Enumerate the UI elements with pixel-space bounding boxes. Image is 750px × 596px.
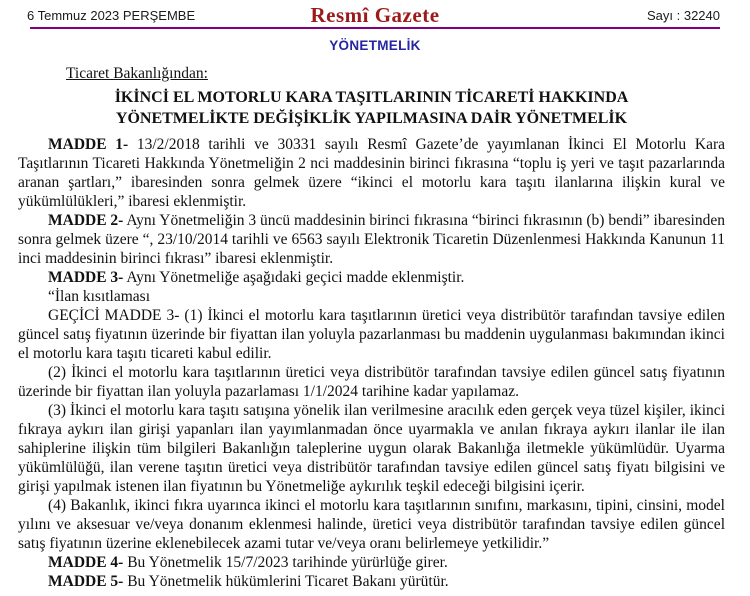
articles [18,135,725,591]
paragraph-madde-4 [18,553,725,572]
article-text: Aynı Yönetmeliğin 3 üncü maddesinin birinci fıkrasına “birinci fıkrasının (b) bendi” ibaresinden sonra gelmek üzere “, 23/10/2014 tarihli ve 6563 sayılı Elektronik Ticaretin Düzenlenmesi Hakkında Kanunun 11 inci maddesinin birinci fıkrası” ibaresi eklenmiştir. [18,212,725,267]
section-heading: YÖNETMELİK [329,38,421,53]
paragraph-ilan-kisitlamasi [18,287,725,306]
regulation-title-line-1: İKİNCİ EL MOTORLU KARA TAŞITLARININ TİCARETİ HAKKINDA [114,89,629,106]
article-text: 13/2/2018 tarihli ve 30331 sayılı Resmî Gazete’de yayımlanan İkinci El Motorlu Kara Taşıtlarının Ticareti Hakkında Yönetmeliğin 2 nci maddesinin birinci fıkrasına “toplu iş yeri ve taşıt pazarlarında aranan şartları,” ibaresinden sonra gelmek üzere “ikinci el motorlu kara taşıtı ilanlarına ilişkin kural ve yükümlülükleri,” ibaresi eklenmiştir. [18,136,726,210]
paragraph-gecici-madde-3-1 [18,306,725,363]
masthead-divider [30,27,720,29]
paragraph-madde-1 [18,135,725,211]
article-lead: MADDE 2- [48,212,124,229]
article-text: Bu Yönetmelik hükümlerini Ticaret Bakanı yürütür. [123,573,449,590]
article-text: (2) İkinci el motorlu kara taşıtlarının üretici veya distribütör tarafından tavsiye edilen güncel satış fiyatının üzerinde bir fiyattan ilan yoluyla pazarlaması 1/1/2024 tarihine kadar yapılamaz. [18,364,725,400]
paragraph-gecici-madde-3-2 [18,363,725,401]
article-text: GEÇİCİ MADDE 3- (1) İkinci el motorlu kara taşıtlarının üretici veya distribütör tarafından tavsiye edilen güncel satış fiyatının üzerinde bir fiyattan ilan yoluyla pazarlanması bu maddenin uygulanması bakımından ikinci el motorlu kara taşıtı ticareti kabul edilir. [18,307,725,362]
paragraph-gecici-madde-3-3 [18,401,725,496]
article-text: Bu Yönetmelik 15/7/2023 tarihinde yürürlüğe girer. [123,554,448,571]
article-lead: MADDE 5- [48,573,124,590]
article-text: Aynı Yönetmeliğe aşağıdaki geçici madde eklenmiştir. [123,269,465,286]
gazette-title: Resmî Gazete [310,3,440,27]
article-lead: MADDE 3- [48,269,124,286]
regulation-title-line-2: YÖNETMELİKTE DEĞİŞİKLİK YAPILMASINA DAİR YÖNETMELİK [115,110,628,127]
publication-date: 6 Temmuz 2023 PERŞEMBE [27,8,196,23]
issue-number: Sayı : 32240 [647,8,720,23]
issuing-authority [66,64,725,83]
article-lead: MADDE 1- [48,136,129,153]
regulation-title [18,87,725,129]
paragraph-madde-5 [18,572,725,591]
paragraph-madde-2 [18,211,725,268]
paragraph-gecici-madde-3-4 [18,496,725,553]
article-text: (4) Bakanlık, ikinci fıkra uyarınca ikinci el motorlu kara taşıtlarının sınıfını, markasını, tipini, cinsini, model yılını ve aksesuar ve/veya donanım eklenmesi halinde, üretici veya distribütör tarafından tavsiye edilen güncel satış fiyatının üzerine eklenebilecek azami tutar ve/veya oranı belirlemeye yetkilidir.” [18,497,725,552]
issuing-authority-text: Ticaret Bakanlığından: [66,65,208,82]
paragraph-madde-3 [18,268,725,287]
article-text: “İlan kısıtlaması [48,288,151,305]
masthead [0,0,750,27]
article-lead: MADDE 4- [48,554,124,571]
article-text: (3) İkinci el motorlu kara taşıtı satışına yönelik ilan verilmesine aracılık eden gerçek veya tüzel kişiler, ikinci fıkraya aykırı ilan girişi yapanları ilan yayımlanmadan önce uyarmakla ve anılan fıkraya aykırı ilanlar ile ilan sahiplerine ilişkin tüm bilgileri Bakanlığın taleplerine uygun olarak Bakanlığa iletmekle yükümlüdür. Uyarma yükümlülüğü, ilan verene taşıtın üretici veya distribütör tarafından tavsiye edilen güncel satış fiyatı bilgisini ve girişi yapılmak istenen ilan fiyatının bu Yönetmeliğe aykırılık teşkil edeceği bilgisini içerir. [18,402,725,495]
document-body [18,64,725,591]
